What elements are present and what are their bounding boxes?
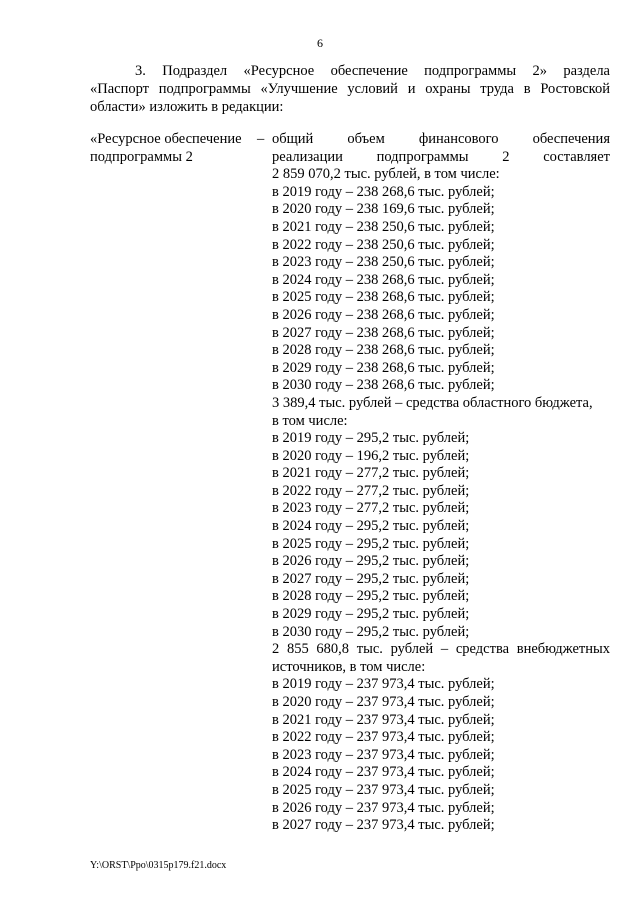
resource-detail-line: общий объем финансового обеспечения [272, 131, 610, 147]
file-path-footer: Y:\ORST\Ppo\0315p179.f21.docx [90, 860, 227, 871]
resource-detail-line: в 2019 году – 237 973,4 тыс. рублей; [272, 676, 495, 693]
resource-detail-line: в 2024 году – 237 973,4 тыс. рублей; [272, 764, 495, 781]
resource-detail-line: в 2021 году – 277,2 тыс. рублей; [272, 465, 470, 482]
resource-detail-line: в 2027 году – 238 268,6 тыс. рублей; [272, 324, 495, 341]
resource-detail-line: в 2021 году – 238 250,6 тыс. рублей; [272, 218, 495, 235]
resource-detail-line: в 2022 году – 238 250,6 тыс. рублей; [272, 236, 495, 253]
resource-detail-line: в 2024 году – 238 268,6 тыс. рублей; [272, 271, 495, 288]
intro-line: 3. Подраздел «Ресурсное обеспечение подпрограммы 2» раздела [135, 63, 610, 79]
resource-details [272, 131, 610, 835]
resource-detail-line: в 2030 году – 295,2 тыс. рублей; [272, 623, 470, 640]
resource-label-line: «Ресурсное обеспечение [90, 131, 242, 147]
resource-detail-line: в 2027 году – 295,2 тыс. рублей; [272, 570, 470, 587]
resource-label-line: подпрограммы 2 [90, 148, 193, 165]
resource-detail-line: в 2028 году – 295,2 тыс. рублей; [272, 588, 470, 605]
resource-detail-line: в 2023 году – 238 250,6 тыс. рублей; [272, 254, 495, 271]
resource-detail-line: в том числе: [272, 412, 348, 429]
resource-detail-line: в 2020 году – 196,2 тыс. рублей; [272, 447, 470, 464]
resource-detail-line: в 2027 году – 237 973,4 тыс. рублей; [272, 817, 495, 834]
resource-detail-line: в 2029 году – 238 268,6 тыс. рублей; [272, 359, 495, 376]
resource-detail-line: в 2020 году – 237 973,4 тыс. рублей; [272, 694, 495, 710]
resource-detail-line: в 2024 году – 295,2 тыс. рублей; [272, 518, 470, 535]
resource-detail-line: в 2022 году – 277,2 тыс. рублей; [272, 482, 470, 499]
resource-detail-line: 2 859 070,2 тыс. рублей, в том числе: [272, 166, 500, 183]
resource-detail-line: в 2029 году – 295,2 тыс. рублей; [272, 606, 470, 623]
resource-detail-line: в 2019 году – 295,2 тыс. рублей; [272, 430, 470, 447]
resource-detail-line: в 2026 году – 237 973,4 тыс. рублей; [272, 799, 495, 816]
resource-detail-line: источников, в том числе: [272, 658, 426, 675]
resource-detail-line: в 2026 году – 238 268,6 тыс. рублей; [272, 306, 495, 323]
label-dash: – [257, 131, 265, 147]
resource-detail-line: в 2028 году – 238 268,6 тыс. рублей; [272, 342, 495, 359]
resource-detail-line: в 2020 году – 238 169,6 тыс. рублей; [272, 201, 495, 218]
resource-detail-line: в 2025 году – 237 973,4 тыс. рублей; [272, 781, 495, 798]
intro-paragraph [90, 62, 610, 116]
resource-detail-line: в 2030 году – 238 268,6 тыс. рублей; [272, 377, 495, 394]
resource-detail-line: 3 389,4 тыс. рублей – средства областного бюджета, [272, 394, 593, 411]
intro-line: области» изложить в редакции: [90, 99, 284, 115]
resource-detail-line: в 2021 году – 237 973,4 тыс. рублей; [272, 711, 495, 728]
resource-detail-line: в 2025 году – 238 268,6 тыс. рублей; [272, 289, 495, 306]
intro-line: «Паспорт подпрограммы «Улучшение условий и охраны труда в Ростовской [90, 81, 610, 97]
resource-detail-line: в 2023 году – 237 973,4 тыс. рублей; [272, 746, 495, 763]
page-number: 6 [317, 36, 323, 50]
resource-detail-line: в 2026 году – 295,2 тыс. рублей; [272, 553, 470, 570]
resource-detail-line: в 2025 году – 295,2 тыс. рублей; [272, 535, 470, 552]
resource-detail-line: в 2019 году – 238 268,6 тыс. рублей; [272, 183, 495, 200]
resource-detail-line: 2 855 680,8 тыс. рублей – средства внебюджетных [272, 641, 610, 658]
resource-label [90, 131, 260, 166]
resource-detail-line: в 2022 году – 237 973,4 тыс. рублей; [272, 729, 495, 746]
resource-detail-line: реализации подпрограммы 2 составляет [272, 148, 610, 165]
resource-detail-line: в 2023 году – 277,2 тыс. рублей; [272, 500, 470, 517]
